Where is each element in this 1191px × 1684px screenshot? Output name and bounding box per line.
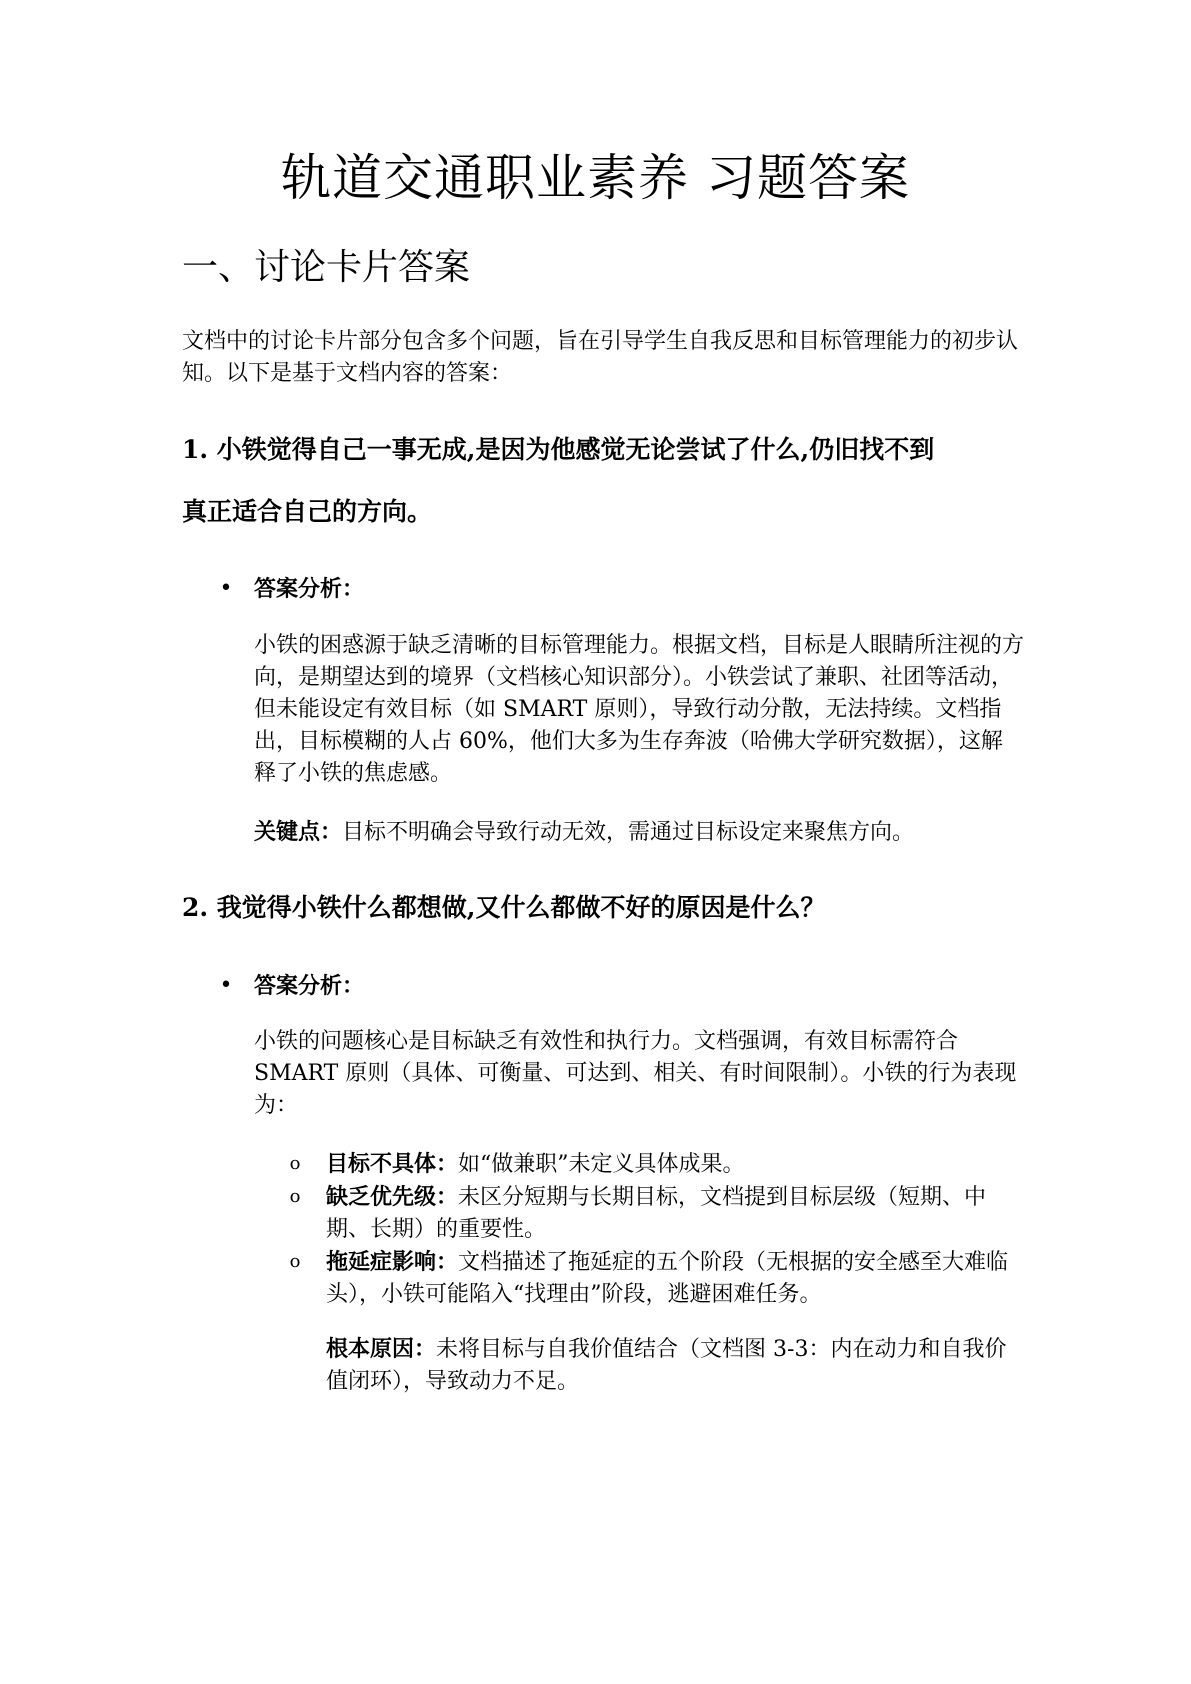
section-heading-discussion-cards: 一、讨论卡片答案 xyxy=(182,247,471,288)
intro-paragraph: 文档中的讨论卡片部分包含多个问题，旨在引导学生自我反思和目标管理能力的初步认知。以下是基于文档内容的答案： xyxy=(182,329,1019,386)
root-cause-paragraph xyxy=(326,1333,1026,1398)
sub-item-label: 目标不具体： xyxy=(326,1151,459,1177)
sub-item-text: 文档描述了拖延症的五个阶段（无根据的安全感至大难临头），小铁可能陷入“找理由”阶段，逃避困难任务。 xyxy=(326,1250,1009,1307)
sub-item-label: 拖延症影响： xyxy=(326,1249,459,1275)
sub-item-text: 如“做兼职”未定义具体成果。 xyxy=(458,1152,745,1177)
root-cause-label: 根本原因： xyxy=(326,1336,437,1362)
key-point-label: 关键点： xyxy=(254,819,343,845)
root-cause-text: 未将目标与自我价值结合（文档图 3-3：内在动力和自我价值闭环），导致动力不足。 xyxy=(326,1337,1007,1394)
sub-list-item xyxy=(288,1148,1023,1181)
behavior-sub-list xyxy=(288,1148,1023,1311)
key-point-text: 目标不明确会导致行动无效，需通过目标设定来聚焦方向。 xyxy=(342,820,915,845)
bullet-dot-icon: • xyxy=(219,576,233,601)
answer-analysis-label: 答案分析： xyxy=(254,973,365,999)
question-2-answer-body: 小铁的问题核心是目标缺乏有效性和执行力。文档强调，有效目标需符合 SMART 原则（具体、可衡量、可达到、相关、有时间限制）。小铁的行为表现为： xyxy=(254,1029,1017,1118)
question-1-heading-line-2: 真正适合自己的方向。 xyxy=(182,497,433,526)
document-title: 轨道交通职业素养 习题答案 xyxy=(281,149,910,207)
question-1-key-point xyxy=(254,816,1024,849)
question-1-answer-body: 小铁的困惑源于缺乏清晰的目标管理能力。根据文档，目标是人眼睛所注视的方向，是期望达到的境界（文档核心知识部分）。小铁尝试了兼职、社团等活动，但未能设定有效目标（如 SMART 原则），导致行动分散，无法持续。文档指出，目标模糊的人占 60%，他们大多为生存奔波（哈佛大学研究数据），这解释了小铁的焦虑感。 xyxy=(254,633,1025,786)
sub-list-item xyxy=(288,1181,1023,1246)
circle-bullet-icon: o xyxy=(289,1251,301,1272)
answer-analysis-label: 答案分析： xyxy=(254,576,365,602)
circle-bullet-icon: o xyxy=(289,1153,301,1174)
bullet-dot-icon: • xyxy=(219,973,233,998)
sub-list-item xyxy=(288,1246,1023,1311)
sub-item-text: 未区分短期与长期目标，文档提到目标层级（短期、中期、长期）的重要性。 xyxy=(326,1185,987,1242)
circle-bullet-icon: o xyxy=(289,1186,301,1207)
sub-item-label: 缺乏优先级： xyxy=(326,1184,459,1210)
question-1-heading-line-1: 1. 小铁觉得自己一事无成,是因为他感觉无论尝试了什么,仍旧找不到 xyxy=(182,435,935,464)
question-2-heading: 2. 我觉得小铁什么都想做,又什么都做不好的原因是什么？ xyxy=(182,893,826,922)
